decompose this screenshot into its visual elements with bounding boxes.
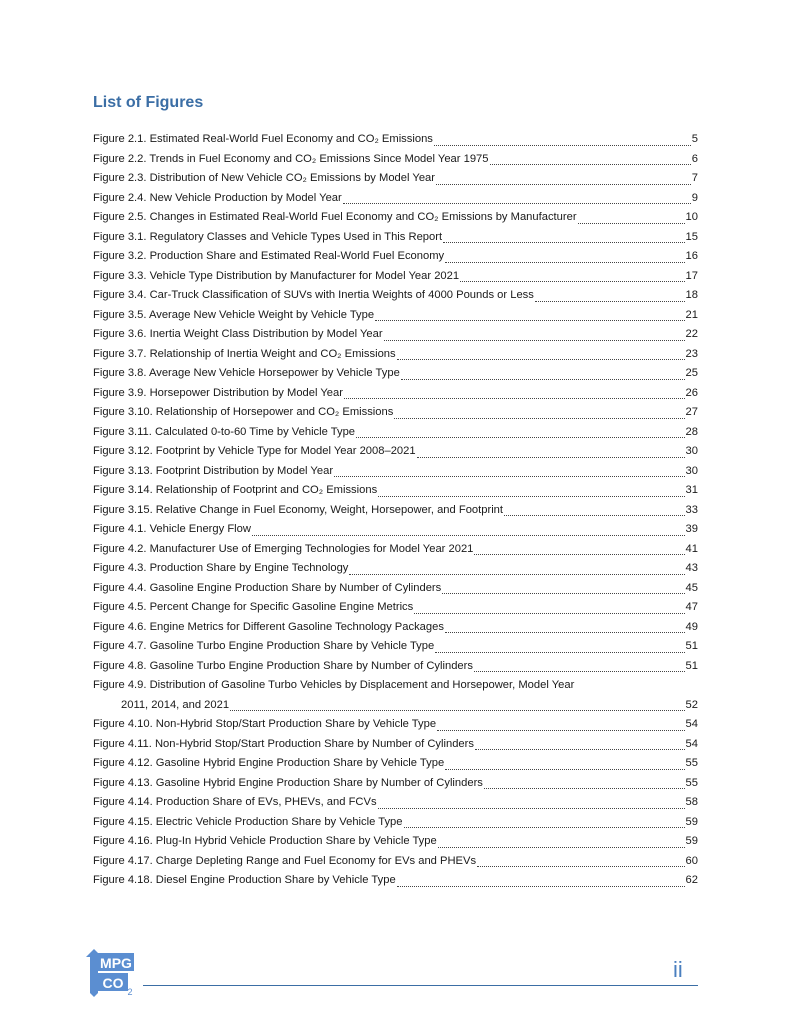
- toc-entry-title: Figure 3.9. Horsepower Distribution by Model Year: [93, 386, 343, 399]
- toc-entry[interactable]: [93, 774, 698, 794]
- toc-entry[interactable]: [93, 306, 698, 326]
- toc-entry-title: Figure 4.4. Gasoline Engine Production Share by Number of Cylinders: [93, 581, 442, 594]
- toc-entry-page: 33: [685, 503, 698, 516]
- dot-leader: [445, 769, 684, 770]
- toc-entry-page: 7: [691, 172, 698, 184]
- dot-leader: [397, 886, 685, 887]
- toc-entry-page: 27: [685, 406, 698, 418]
- toc-entry-page: 45: [685, 581, 698, 594]
- toc-entry[interactable]: [93, 150, 698, 170]
- toc-entry[interactable]: [93, 267, 698, 287]
- list-of-figures: [93, 130, 698, 891]
- dot-leader: [490, 164, 691, 165]
- toc-entry-title: Figure 3.12. Footprint by Vehicle Type for Model Year 2008–2021: [93, 445, 416, 457]
- toc-entry-title: Figure 3.7. Relationship of Inertia Weight and CO₂ Emissions: [93, 347, 396, 360]
- toc-entry-title: Figure 4.14. Production Share of EVs, PHEVs, and FCVs: [93, 796, 377, 808]
- toc-entry-title: Figure 3.2. Production Share and Estimated Real-World Fuel Economy: [93, 250, 445, 262]
- toc-entry-page: 62: [685, 874, 698, 886]
- toc-entry-title: Figure 4.5. Percent Change for Specific Gasoline Engine Metrics: [93, 601, 414, 613]
- toc-entry[interactable]: [93, 735, 698, 755]
- toc-entry[interactable]: [93, 813, 698, 833]
- toc-entry-page: 55: [685, 757, 698, 769]
- toc-entry[interactable]: [93, 598, 698, 618]
- dot-leader: [436, 184, 691, 185]
- dot-leader: [252, 535, 685, 536]
- toc-entry-title: Figure 3.14. Relationship of Footprint and CO₂ Emissions: [93, 484, 378, 496]
- toc-entry-title: Figure 3.11. Calculated 0-to-60 Time by Vehicle Type: [93, 425, 356, 438]
- toc-entry[interactable]: [93, 501, 698, 521]
- toc-entry-page: 31: [685, 484, 698, 496]
- dot-leader: [375, 320, 684, 321]
- toc-entry-title: Figure 3.1. Regulatory Classes and Vehicle Types Used in This Report: [93, 230, 443, 243]
- dot-leader: [417, 457, 685, 458]
- toc-entry[interactable]: [93, 852, 698, 872]
- toc-entry[interactable]: [93, 520, 698, 540]
- logo-text-bottom: CO: [102, 975, 124, 991]
- dot-leader: [378, 808, 685, 809]
- dot-leader: [401, 379, 685, 380]
- dot-leader: [434, 145, 691, 146]
- toc-entry[interactable]: [93, 325, 698, 345]
- toc-entry-title: Figure 4.7. Gasoline Turbo Engine Production Share by Vehicle Type: [93, 640, 435, 652]
- dot-leader: [578, 223, 685, 224]
- dot-leader: [442, 593, 684, 594]
- toc-entry-title: Figure 4.1. Vehicle Energy Flow: [93, 523, 251, 535]
- dot-leader: [535, 301, 685, 302]
- toc-entry[interactable]: [93, 169, 698, 189]
- toc-entry-page: 30: [685, 445, 698, 457]
- page-title: List of Figures: [93, 94, 204, 111]
- toc-entry[interactable]: [93, 130, 698, 150]
- dot-leader: [484, 788, 685, 789]
- toc-entry[interactable]: [93, 364, 698, 384]
- toc-entry-title: Figure 4.8. Gasoline Turbo Engine Production Share by Number of Cylinders: [93, 659, 473, 672]
- toc-entry[interactable]: [93, 208, 698, 228]
- toc-entry[interactable]: [93, 228, 698, 248]
- toc-entry-title: Figure 4.16. Plug-In Hybrid Vehicle Production Share by Vehicle Type: [93, 835, 437, 847]
- toc-entry-title: Figure 3.13. Footprint Distribution by Model Year: [93, 464, 334, 477]
- toc-entry-page: 17: [685, 269, 698, 282]
- toc-entry-page: 54: [685, 718, 698, 730]
- dot-leader: [474, 554, 684, 555]
- toc-entry-page: 15: [685, 230, 698, 243]
- toc-entry-page: 25: [685, 367, 698, 379]
- toc-entry-page: 16: [685, 250, 698, 262]
- toc-entry-title: Figure 3.6. Inertia Weight Class Distribution by Model Year: [93, 328, 383, 340]
- toc-entry[interactable]: [93, 345, 698, 365]
- page-number: ii: [673, 957, 683, 982]
- dot-leader: [437, 730, 684, 731]
- dot-leader: [334, 476, 685, 477]
- toc-entry[interactable]: [93, 579, 698, 599]
- toc-entry-page: 54: [685, 737, 698, 750]
- toc-entry[interactable]: [93, 637, 698, 657]
- toc-entry-title: Figure 4.13. Gasoline Hybrid Engine Production Share by Number of Cylinders: [93, 776, 483, 789]
- toc-entry[interactable]: [93, 286, 698, 306]
- dot-leader: [474, 671, 685, 672]
- dot-leader: [394, 418, 684, 419]
- toc-entry[interactable]: [93, 247, 698, 267]
- toc-entry-page: 10: [685, 211, 698, 223]
- toc-entry[interactable]: [93, 442, 698, 462]
- toc-entry-title-line2: 2011, 2014, and 2021: [121, 698, 230, 711]
- toc-entry-page: 52: [685, 698, 698, 711]
- toc-entry-title: Figure 2.5. Changes in Estimated Real-World Fuel Economy and CO₂ Emissions by Manufacturer: [93, 211, 577, 223]
- toc-entry-title: Figure 2.2. Trends in Fuel Economy and CO₂ Emissions Since Model Year 1975: [93, 152, 489, 165]
- dot-leader: [414, 613, 684, 614]
- toc-entry-title: Figure 3.4. Car-Truck Classification of SUVs with Inertia Weights of 4000 Pounds or Less: [93, 289, 534, 301]
- dot-leader: [477, 866, 684, 867]
- dot-leader: [404, 827, 685, 828]
- dot-leader: [344, 398, 685, 399]
- toc-entry-page: 41: [685, 542, 698, 555]
- toc-entry-page: 26: [685, 386, 698, 399]
- toc-entry-page: 51: [685, 640, 698, 652]
- logo-text-sub: 2: [127, 987, 133, 997]
- toc-entry-page: 60: [685, 854, 698, 867]
- toc-entry-page: 59: [685, 835, 698, 847]
- toc-entry[interactable]: [93, 715, 698, 735]
- toc-entry-title: Figure 4.15. Electric Vehicle Production Share by Vehicle Type: [93, 815, 403, 828]
- toc-entry-page: 18: [685, 289, 698, 301]
- toc-entry-title: Figure 4.2. Manufacturer Use of Emerging Technologies for Model Year 2021: [93, 542, 474, 555]
- toc-entry-title: Figure 3.5. Average New Vehicle Weight by Vehicle Type: [93, 308, 375, 321]
- toc-entry[interactable]: [93, 384, 698, 404]
- toc-entry-title: Figure 3.10. Relationship of Horsepower and CO₂ Emissions: [93, 406, 394, 418]
- dot-leader: [443, 242, 684, 243]
- toc-entry-page: 49: [685, 620, 698, 633]
- toc-entry-title: Figure 4.6. Engine Metrics for Different Gasoline Technology Packages: [93, 620, 444, 633]
- dot-leader: [397, 359, 685, 360]
- toc-entry-title: Figure 4.10. Non-Hybrid Stop/Start Production Share by Vehicle Type: [93, 718, 437, 730]
- toc-entry-page: 43: [685, 562, 698, 574]
- dot-leader: [438, 847, 685, 848]
- toc-entry-page: 58: [685, 796, 698, 808]
- toc-entry-title: Figure 4.12. Gasoline Hybrid Engine Production Share by Vehicle Type: [93, 757, 445, 769]
- toc-entry[interactable]: [93, 423, 698, 443]
- toc-entry-title: Figure 4.17. Charge Depleting Range and Fuel Economy for EVs and PHEVs: [93, 854, 477, 867]
- dot-leader: [378, 496, 684, 497]
- mpg-co2-logo: [86, 949, 140, 997]
- toc-entry-page: 9: [691, 191, 698, 204]
- toc-entry-page: 5: [691, 133, 698, 145]
- toc-entry-title-line1: Figure 4.9. Distribution of Gasoline Turbo Vehicles by Displacement and Horsepower, Model Year: [93, 679, 575, 691]
- toc-entry[interactable]: [93, 832, 698, 852]
- toc-entry-title: Figure 2.3. Distribution of New Vehicle CO₂ Emissions by Model Year: [93, 172, 435, 184]
- logo-text-top: MPG: [100, 955, 132, 971]
- toc-entry[interactable]: [93, 754, 698, 774]
- dot-leader: [435, 652, 684, 653]
- dot-leader: [460, 281, 684, 282]
- toc-entry[interactable]: [93, 657, 698, 677]
- toc-entry[interactable]: [93, 189, 698, 209]
- toc-entry[interactable]: [93, 559, 698, 579]
- dot-leader: [349, 574, 684, 575]
- toc-entry-title: Figure 4.3. Production Share by Engine Technology: [93, 562, 349, 574]
- toc-entry-title: Figure 2.1. Estimated Real-World Fuel Economy and CO₂ Emissions: [93, 133, 433, 145]
- toc-entry-page: 21: [685, 308, 698, 321]
- dot-leader: [445, 262, 684, 263]
- toc-entry-title: Figure 4.18. Diesel Engine Production Share by Vehicle Type: [93, 874, 396, 886]
- dot-leader: [445, 632, 685, 633]
- footer-divider: [143, 985, 698, 986]
- dot-leader: [230, 710, 685, 711]
- toc-entry[interactable]: [93, 462, 698, 482]
- dot-leader: [343, 203, 691, 204]
- toc-entry-title: Figure 3.15. Relative Change in Fuel Economy, Weight, Horsepower, and Footprint: [93, 503, 504, 516]
- toc-entry-page: 59: [685, 815, 698, 828]
- toc-entry[interactable]: [93, 871, 698, 891]
- toc-entry-page: 22: [685, 328, 698, 340]
- toc-entry[interactable]: [93, 403, 698, 423]
- toc-entry-page: 55: [685, 776, 698, 789]
- toc-entry-title: Figure 2.4. New Vehicle Production by Model Year: [93, 191, 342, 204]
- dot-leader: [475, 749, 685, 750]
- toc-entry[interactable]: [93, 793, 698, 813]
- toc-entry-page: 6: [691, 152, 698, 165]
- toc-entry-page: 51: [685, 659, 698, 672]
- dot-leader: [384, 340, 685, 341]
- dot-leader: [356, 437, 685, 438]
- toc-entry[interactable]: [93, 481, 698, 501]
- toc-entry-title: Figure 3.3. Vehicle Type Distribution by Manufacturer for Model Year 2021: [93, 269, 460, 282]
- toc-entry-page: 28: [685, 425, 698, 438]
- toc-entry-page: 30: [685, 464, 698, 477]
- toc-entry-wrapped[interactable]: [93, 676, 698, 715]
- dot-leader: [504, 515, 685, 516]
- toc-entry[interactable]: [93, 540, 698, 560]
- toc-entry-page: 47: [685, 601, 698, 613]
- toc-entry-title: Figure 3.8. Average New Vehicle Horsepower by Vehicle Type: [93, 367, 400, 379]
- toc-entry[interactable]: [93, 618, 698, 638]
- toc-entry-title: Figure 4.11. Non-Hybrid Stop/Start Production Share by Number of Cylinders: [93, 737, 474, 750]
- toc-entry-page: 23: [685, 347, 698, 360]
- toc-entry-page: 39: [685, 523, 698, 535]
